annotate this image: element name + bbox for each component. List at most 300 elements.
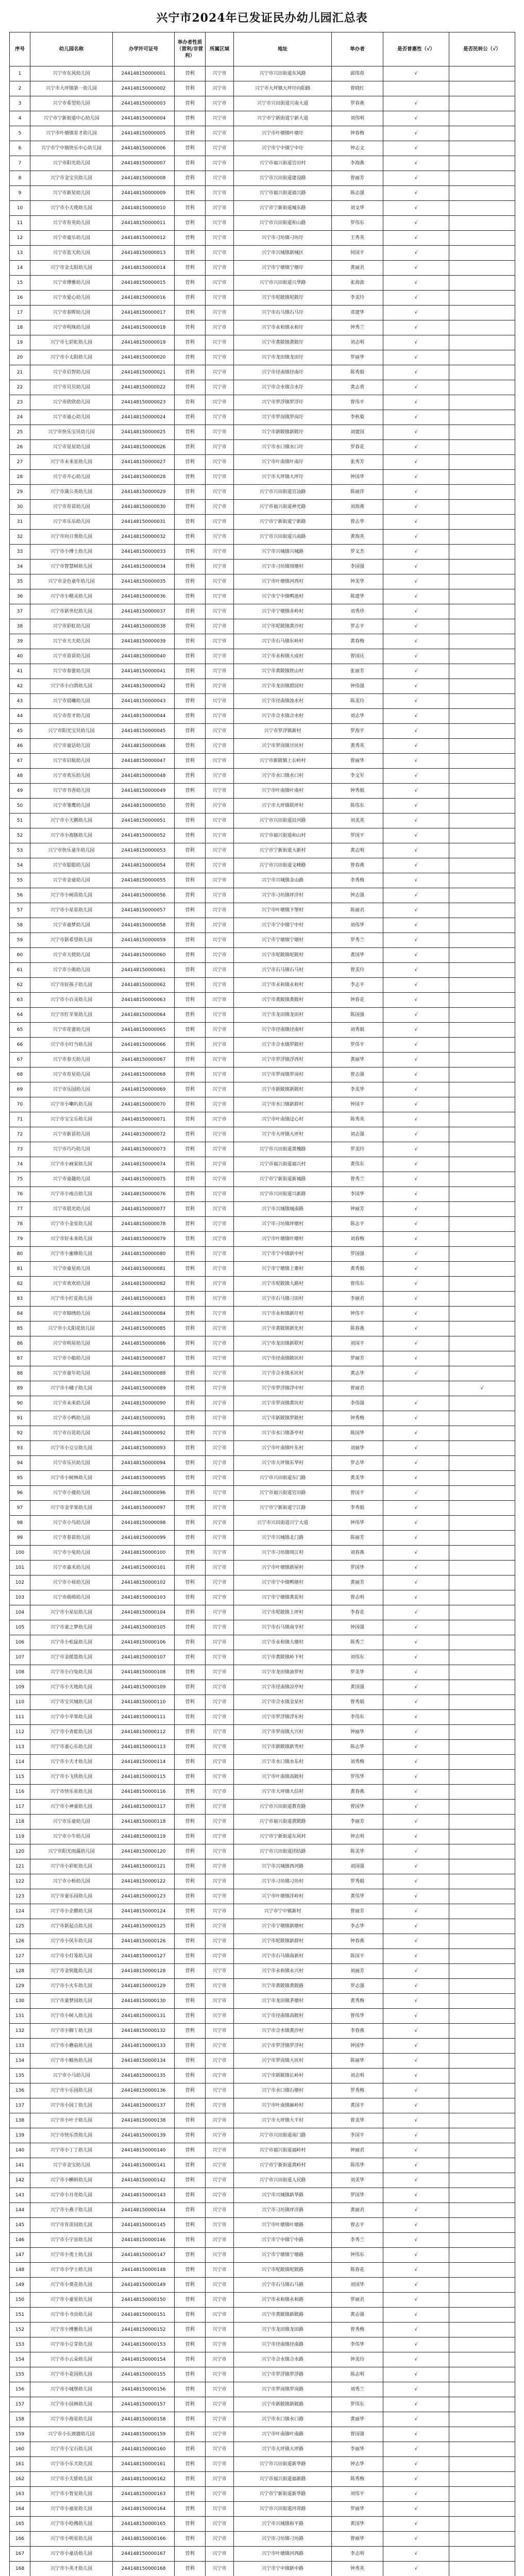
cell-address: 兴宁市刁坊镇坪洋村	[234, 888, 332, 903]
table-row	[10, 1097, 515, 1112]
cell-sponsor: 曾美华	[332, 2113, 383, 2128]
cell-license: 244148150000071	[113, 1112, 175, 1127]
cell-index: 20	[10, 350, 30, 365]
cell-name: 兴宁市欣欣幼儿园	[30, 395, 113, 410]
cell-sponsor: 曾志华	[332, 515, 383, 530]
cell-license: 244148150000005	[113, 126, 175, 141]
cell-license: 244148150000007	[113, 156, 175, 171]
cell-sponsor: 黄志强	[332, 2308, 383, 2323]
cell-area: 兴宁市	[206, 1396, 234, 1411]
cell-inclusive: √	[383, 141, 449, 156]
cell-inclusive: √	[383, 2472, 449, 2487]
cell-area: 兴宁市	[206, 948, 234, 963]
cell-sponsor: 罗春燕	[332, 96, 383, 111]
cell-name: 兴宁市锦绣幼儿园	[30, 1307, 113, 1321]
cell-inclusive: √	[383, 1904, 449, 1919]
cell-license: 244148150000075	[113, 1172, 175, 1187]
cell-name: 兴宁市小树林幼儿园	[30, 1471, 113, 1486]
cell-address: 兴宁市罗浮镇浮西村	[234, 1053, 332, 1067]
cell-name: 兴宁市童话幼儿园	[30, 739, 113, 754]
cell-address: 兴宁市叶塘镇叶塘村	[234, 1232, 332, 1247]
cell-nature: 营利	[175, 604, 206, 619]
cell-license: 244148150000006	[113, 141, 175, 156]
cell-index: 130	[10, 1994, 30, 2009]
cell-name: 兴宁市小鸭幼儿园	[30, 1411, 113, 1426]
cell-address: 兴宁市兴城镇北门路	[234, 1531, 332, 1546]
cell-area: 兴宁市	[206, 2337, 234, 2352]
cell-inclusive: √	[383, 619, 449, 634]
cell-nature: 营利	[175, 1740, 206, 1755]
cell-public-conversion	[449, 694, 515, 709]
cell-license: 244148150000138	[113, 2113, 175, 2128]
cell-public-conversion	[449, 843, 515, 858]
cell-area: 兴宁市	[206, 320, 234, 335]
cell-index: 113	[10, 1740, 30, 1755]
cell-public-conversion	[449, 530, 515, 545]
cell-license: 244148150000106	[113, 1635, 175, 1650]
cell-sponsor: 钟丽芳	[332, 1202, 383, 1217]
cell-inclusive: √	[383, 2098, 449, 2113]
cell-sponsor: 曾国华	[332, 1800, 383, 1815]
cell-name: 兴宁市小喇叭幼儿园	[30, 1097, 113, 1112]
cell-license: 244148150000025	[113, 425, 175, 440]
table-row	[10, 1740, 515, 1755]
cell-area: 兴宁市	[206, 769, 234, 784]
cell-nature: 营利	[175, 545, 206, 560]
cell-public-conversion	[449, 993, 515, 1008]
cell-license: 244148150000123	[113, 1889, 175, 1904]
cell-address: 兴宁市宁新街道宁江路	[234, 1501, 332, 1516]
cell-name: 兴宁市育苗园幼儿园	[30, 2218, 113, 2233]
cell-area: 兴宁市	[206, 1456, 234, 1471]
cell-inclusive: √	[383, 2158, 449, 2173]
cell-nature: 营利	[175, 1546, 206, 1561]
cell-name: 兴宁市欢乐幼儿园	[30, 769, 113, 784]
cell-license: 244148150000065	[113, 1023, 175, 1038]
cell-license: 244148150000134	[113, 2054, 175, 2069]
cell-name: 兴宁市小天鹅幼儿园	[30, 814, 113, 828]
cell-name: 兴宁市育星幼儿园	[30, 1067, 113, 1082]
cell-area: 兴宁市	[206, 2442, 234, 2457]
cell-nature: 营利	[175, 2323, 206, 2337]
cell-address: 兴宁市合水镇金星村	[234, 1695, 332, 1710]
cell-name: 兴宁市小兔幼儿园	[30, 1546, 113, 1561]
cell-area: 兴宁市	[206, 1949, 234, 1964]
cell-license: 244148150000022	[113, 380, 175, 395]
cell-area: 兴宁市	[206, 933, 234, 948]
cell-name: 兴宁市小云朵幼儿园	[30, 2352, 113, 2367]
cell-address: 兴宁市刁坊镇坪塘村	[234, 1217, 332, 1232]
cell-address: 兴宁市宁中镇宁中圩	[234, 141, 332, 156]
cell-address: 兴宁市兴田街道和山路	[234, 216, 332, 231]
cell-public-conversion	[449, 2562, 515, 2576]
table-row	[10, 1964, 515, 1979]
cell-nature: 营利	[175, 978, 206, 993]
cell-license: 244148150000125	[113, 1919, 175, 1934]
cell-address: 兴宁市兴田街道黄槐路	[234, 1142, 332, 1157]
cell-public-conversion	[449, 1307, 515, 1321]
cell-index: 26	[10, 440, 30, 455]
cell-inclusive: √	[383, 1531, 449, 1546]
cell-license: 244148150000009	[113, 186, 175, 201]
cell-nature: 营利	[175, 291, 206, 306]
cell-public-conversion	[449, 485, 515, 500]
cell-index: 42	[10, 679, 30, 694]
table-row	[10, 156, 515, 171]
cell-name: 兴宁市未来星幼儿园	[30, 455, 113, 470]
cell-inclusive: √	[383, 784, 449, 799]
cell-sponsor: 罗秀梅	[332, 2083, 383, 2098]
cell-nature: 营利	[175, 2098, 206, 2113]
cell-name: 兴宁市春苗幼儿园	[30, 1531, 113, 1546]
cell-public-conversion	[449, 918, 515, 933]
cell-inclusive: √	[383, 1665, 449, 1680]
cell-index: 112	[10, 1725, 30, 1740]
cell-index: 47	[10, 754, 30, 769]
table-row	[10, 1665, 515, 1680]
cell-address: 兴宁市坭陂镇坭陂圩	[234, 291, 332, 306]
cell-sponsor: 刘伟明	[332, 111, 383, 126]
cell-area: 兴宁市	[206, 2427, 234, 2442]
cell-name: 兴宁市金色童年幼儿园	[30, 574, 113, 589]
cell-area: 兴宁市	[206, 2278, 234, 2293]
cell-address: 兴宁市宁新街道新华路	[234, 2487, 332, 2502]
cell-nature: 营利	[175, 81, 206, 96]
cell-sponsor: 罗海平	[332, 724, 383, 739]
cell-license: 244148150000158	[113, 2412, 175, 2427]
cell-index: 61	[10, 963, 30, 978]
cell-address: 兴宁市大坪镇联坪村	[234, 799, 332, 814]
cell-nature: 营利	[175, 96, 206, 111]
cell-public-conversion	[449, 261, 515, 276]
cell-public-conversion	[449, 2412, 515, 2427]
cell-sponsor: 钟春花	[332, 993, 383, 1008]
cell-license: 244148150000078	[113, 1217, 175, 1232]
cell-area: 兴宁市	[206, 156, 234, 171]
cell-inclusive: √	[383, 276, 449, 291]
cell-name: 兴宁市宁新街道中心幼儿园	[30, 111, 113, 126]
table-row	[10, 2039, 515, 2054]
cell-area: 兴宁市	[206, 2173, 234, 2188]
cell-name: 兴宁市春蕾幼儿园	[30, 664, 113, 679]
cell-license: 244148150000110	[113, 1695, 175, 1710]
cell-index: 149	[10, 2278, 30, 2293]
cell-address: 兴宁市兴田街道南门路	[234, 2128, 332, 2143]
cell-nature: 营利	[175, 739, 206, 754]
cell-sponsor: 陈秀英	[332, 1112, 383, 1127]
cell-nature: 营利	[175, 246, 206, 261]
cell-license: 244148150000026	[113, 440, 175, 455]
cell-area: 兴宁市	[206, 500, 234, 515]
cell-address: 兴宁市刁坊镇周塘村	[234, 560, 332, 574]
cell-area: 兴宁市	[206, 141, 234, 156]
cell-area: 兴宁市	[206, 1800, 234, 1815]
cell-inclusive: √	[383, 1082, 449, 1097]
cell-index: 72	[10, 1127, 30, 1142]
kindergarten-table	[9, 32, 515, 2576]
cell-license: 244148150000047	[113, 754, 175, 769]
cell-license: 244148150000012	[113, 231, 175, 246]
cell-license: 244148150000053	[113, 843, 175, 858]
cell-sponsor: 罗伟东	[332, 2397, 383, 2412]
cell-address: 兴宁市兴田街道兴南大道	[234, 96, 332, 111]
cell-license: 244148150000020	[113, 350, 175, 365]
table-row	[10, 261, 515, 276]
cell-sponsor: 曾伟华	[332, 2009, 383, 2024]
cell-public-conversion	[449, 2248, 515, 2263]
table-row	[10, 858, 515, 873]
cell-name: 兴宁市童趣幼儿园	[30, 1172, 113, 1187]
cell-public-conversion	[449, 784, 515, 799]
cell-sponsor: 钟伟东	[332, 2248, 383, 2263]
table-row	[10, 843, 515, 858]
cell-nature: 营利	[175, 754, 206, 769]
cell-area: 兴宁市	[206, 1979, 234, 1994]
cell-sponsor: 李文军	[332, 769, 383, 784]
cell-nature: 营利	[175, 276, 206, 291]
cell-address: 兴宁市兴田街道官汕路	[234, 485, 332, 500]
cell-inclusive: √	[383, 1575, 449, 1590]
cell-address: 兴宁市径南镇径南村	[234, 1023, 332, 1038]
cell-index: 51	[10, 814, 30, 828]
cell-license: 244148150000050	[113, 799, 175, 814]
cell-inclusive: √	[383, 1829, 449, 1844]
table-row	[10, 1277, 515, 1292]
cell-index: 87	[10, 1351, 30, 1366]
cell-nature: 营利	[175, 350, 206, 365]
cell-area: 兴宁市	[206, 470, 234, 485]
table-row	[10, 365, 515, 380]
cell-name: 兴宁市苗苗幼儿园	[30, 649, 113, 664]
table-row	[10, 2113, 515, 2128]
cell-address: 兴宁市宁塘镇上寨村	[234, 1262, 332, 1277]
table-row	[10, 694, 515, 709]
cell-nature: 营利	[175, 1366, 206, 1381]
cell-address: 兴宁市宁中镇新村	[234, 1904, 332, 1919]
table-row	[10, 1829, 515, 1844]
cell-nature: 营利	[175, 694, 206, 709]
cell-sponsor: 钟伟强	[332, 679, 383, 694]
cell-nature: 营利	[175, 799, 206, 814]
cell-license: 244148150000039	[113, 634, 175, 649]
cell-public-conversion	[449, 1815, 515, 1829]
cell-public-conversion	[449, 664, 515, 679]
cell-nature: 营利	[175, 410, 206, 425]
cell-name: 兴宁市金太阳幼儿园	[30, 261, 113, 276]
cell-inclusive: √	[383, 1755, 449, 1770]
cell-index: 22	[10, 380, 30, 395]
cell-license: 244148150000037	[113, 604, 175, 619]
cell-license: 244148150000116	[113, 1785, 175, 1800]
cell-public-conversion	[449, 1650, 515, 1665]
cell-license: 244148150000048	[113, 769, 175, 784]
table-row	[10, 1157, 515, 1172]
cell-nature: 营利	[175, 1770, 206, 1785]
cell-address: 兴宁市兴田街道建设路	[234, 171, 332, 186]
cell-inclusive: √	[383, 1321, 449, 1336]
cell-nature: 营利	[175, 2397, 206, 2412]
cell-sponsor: 刘志强	[332, 1127, 383, 1142]
table-row	[10, 141, 515, 156]
cell-area: 兴宁市	[206, 1964, 234, 1979]
cell-public-conversion	[449, 1725, 515, 1740]
cell-license: 244148150000136	[113, 2083, 175, 2098]
cell-nature: 营利	[175, 111, 206, 126]
cell-nature: 营利	[175, 1650, 206, 1665]
cell-license: 244148150000068	[113, 1067, 175, 1082]
cell-name: 兴宁市小乐园幼儿园	[30, 2083, 113, 2098]
cell-index: 24	[10, 410, 30, 425]
cell-area: 兴宁市	[206, 291, 234, 306]
cell-name: 兴宁市小鹿幼儿园	[30, 1486, 113, 1501]
cell-area: 兴宁市	[206, 425, 234, 440]
cell-sponsor: 刘美华	[332, 2173, 383, 2188]
cell-inclusive: √	[383, 171, 449, 186]
cell-name: 兴宁市小白兔幼儿园	[30, 1665, 113, 1680]
table-row	[10, 320, 515, 335]
cell-address: 兴宁市兴田街道兴华路	[234, 276, 332, 291]
cell-nature: 营利	[175, 2502, 206, 2517]
cell-area: 兴宁市	[206, 784, 234, 799]
cell-address: 兴宁市罗浮镇浮东村	[234, 1710, 332, 1725]
cell-address: 兴宁市宁新街道宁新路	[234, 515, 332, 530]
cell-nature: 营利	[175, 784, 206, 799]
cell-license: 244148150000165	[113, 2517, 175, 2532]
cell-index: 25	[10, 425, 30, 440]
cell-area: 兴宁市	[206, 1187, 234, 1202]
cell-sponsor: 曾春燕	[332, 858, 383, 873]
table-row	[10, 1561, 515, 1575]
cell-name: 兴宁市小船幼儿园	[30, 1351, 113, 1366]
cell-name: 兴宁市小脚丫幼儿园	[30, 2024, 113, 2039]
cell-address: 兴宁市水口镇新群村	[234, 1097, 332, 1112]
cell-name: 兴宁市明珠幼儿园	[30, 320, 113, 335]
cell-name: 兴宁市小蜜蜂幼儿园	[30, 1247, 113, 1262]
cell-address: 兴宁市叶塘镇河西路	[234, 2547, 332, 2562]
cell-index: 31	[10, 515, 30, 530]
cell-name: 兴宁市晨光幼儿园	[30, 1202, 113, 1217]
cell-public-conversion	[449, 1546, 515, 1561]
cell-name: 兴宁市童梦园幼儿园	[30, 1994, 113, 2009]
cell-license: 244148150000017	[113, 306, 175, 320]
cell-inclusive: √	[383, 2218, 449, 2233]
cell-sponsor: 罗国华	[332, 2188, 383, 2203]
cell-index: 134	[10, 2054, 30, 2069]
cell-address: 兴宁市宁塘镇新塘村	[234, 1919, 332, 1934]
cell-address: 兴宁市水口镇石塘村	[234, 2083, 332, 2098]
cell-nature: 营利	[175, 1142, 206, 1157]
cell-public-conversion	[449, 66, 515, 81]
cell-sponsor: 陈志平	[332, 1217, 383, 1232]
table-row	[10, 1770, 515, 1785]
cell-area: 兴宁市	[206, 395, 234, 410]
cell-area: 兴宁市	[206, 574, 234, 589]
cell-nature: 营利	[175, 1979, 206, 1994]
table-row	[10, 2427, 515, 2442]
cell-name: 兴宁市金摇篮幼儿园	[30, 1650, 113, 1665]
cell-address: 兴宁市永和镇永和圩	[234, 320, 332, 335]
cell-inclusive: √	[383, 2352, 449, 2367]
cell-address: 兴宁市罗岗镇罗岗路	[234, 2382, 332, 2397]
cell-public-conversion	[449, 858, 515, 873]
table-row	[10, 993, 515, 1008]
cell-public-conversion	[449, 2337, 515, 2352]
cell-inclusive: √	[383, 440, 449, 455]
cell-sponsor: 钟国平	[332, 1097, 383, 1112]
cell-area: 兴宁市	[206, 560, 234, 574]
cell-public-conversion	[449, 1336, 515, 1351]
cell-sponsor: 刘丽华	[332, 1441, 383, 1456]
table-row	[10, 246, 515, 261]
cell-area: 兴宁市	[206, 1202, 234, 1217]
cell-index: 64	[10, 1008, 30, 1023]
cell-license: 244148150000002	[113, 81, 175, 96]
cell-sponsor: 钟志强	[332, 888, 383, 903]
table-row	[10, 2562, 515, 2576]
cell-index: 94	[10, 1456, 30, 1471]
cell-index: 74	[10, 1157, 30, 1172]
cell-nature: 营利	[175, 2113, 206, 2128]
cell-address: 兴宁市兴田街道教育路	[234, 1800, 332, 1815]
cell-public-conversion	[449, 1082, 515, 1097]
cell-nature: 营利	[175, 1082, 206, 1097]
cell-public-conversion	[449, 1232, 515, 1247]
cell-nature: 营利	[175, 933, 206, 948]
cell-inclusive	[383, 1381, 449, 1396]
cell-inclusive: √	[383, 1456, 449, 1471]
cell-name: 兴宁市小牛幼儿园	[30, 1829, 113, 1844]
cell-nature: 营利	[175, 888, 206, 903]
cell-public-conversion	[449, 1710, 515, 1725]
cell-license: 244148150000008	[113, 171, 175, 186]
cell-license: 244148150000038	[113, 619, 175, 634]
cell-license: 244148150000119	[113, 1829, 175, 1844]
cell-sponsor: 黄志华	[332, 1366, 383, 1381]
cell-index: 114	[10, 1755, 30, 1770]
cell-license: 244148150000056	[113, 888, 175, 903]
table-row	[10, 1844, 515, 1859]
cell-index: 41	[10, 664, 30, 679]
cell-sponsor: 钟国华	[332, 2039, 383, 2054]
cell-address: 兴宁市新陂镇罗陂村	[234, 1411, 332, 1426]
cell-name: 兴宁市巧巧幼儿园	[30, 1142, 113, 1157]
cell-area: 兴宁市	[206, 530, 234, 545]
cell-license: 244148150000023	[113, 395, 175, 410]
cell-address: 兴宁市龙田镇龙田村	[234, 1008, 332, 1023]
cell-name: 兴宁市小神童幼儿园	[30, 1800, 113, 1815]
cell-area: 兴宁市	[206, 1859, 234, 1874]
cell-area: 兴宁市	[206, 709, 234, 724]
cell-sponsor: 刘国强	[332, 1859, 383, 1874]
cell-inclusive: √	[383, 903, 449, 918]
cell-public-conversion	[449, 2083, 515, 2098]
cell-license: 244148150000003	[113, 96, 175, 111]
cell-area: 兴宁市	[206, 888, 234, 903]
cell-index: 27	[10, 455, 30, 470]
cell-nature: 营利	[175, 1710, 206, 1725]
table-row	[10, 126, 515, 141]
table-row	[10, 918, 515, 933]
cell-area: 兴宁市	[206, 201, 234, 216]
cell-inclusive: √	[383, 201, 449, 216]
cell-sponsor: 黄国强	[332, 1680, 383, 1695]
cell-inclusive: √	[383, 948, 449, 963]
cell-license: 244148150000102	[113, 1575, 175, 1590]
cell-index: 126	[10, 1934, 30, 1949]
cell-license: 244148150000070	[113, 1097, 175, 1112]
cell-address: 兴宁市坭陂镇上坪村	[234, 1605, 332, 1620]
cell-inclusive: √	[383, 1979, 449, 1994]
